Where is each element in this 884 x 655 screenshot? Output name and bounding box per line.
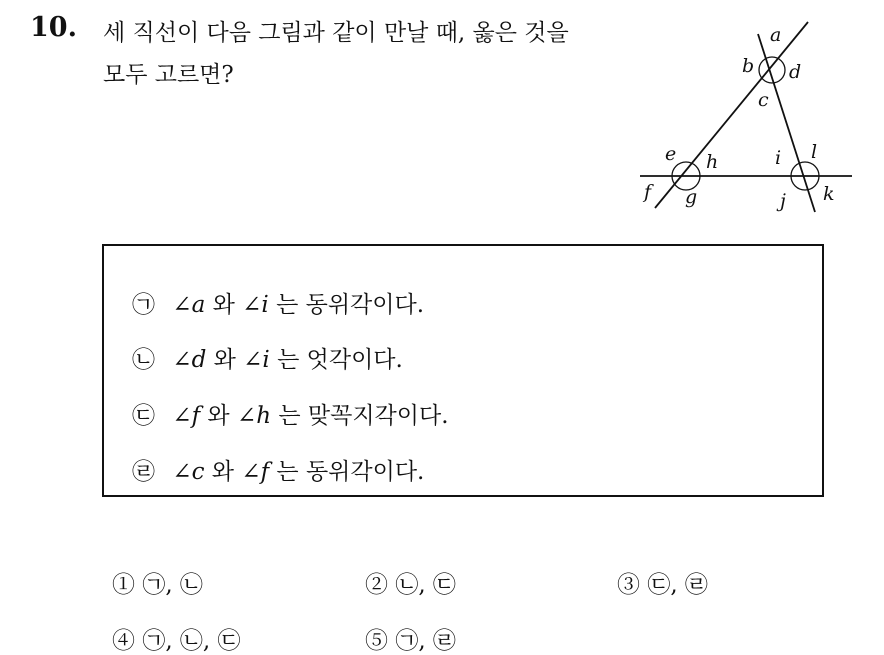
angle-term: ∠i — [242, 292, 269, 318]
choice-text: ㉢, ㉣ — [647, 572, 708, 598]
label-d: d — [789, 61, 802, 83]
answer-choice-2[interactable] — [365, 566, 456, 599]
statement-3 — [132, 397, 449, 430]
left-slanted-line — [655, 22, 808, 208]
label-a: a — [770, 24, 782, 46]
answer-choice-3[interactable] — [617, 566, 708, 599]
label-j: j — [780, 190, 786, 212]
choice-number: ② — [365, 572, 388, 598]
question-text-line1: 세 직선이 다음 그림과 같이 만날 때, 옳은 것을 — [103, 20, 569, 46]
answer-choice-4[interactable] — [112, 622, 241, 655]
question-number: 10. — [30, 12, 77, 43]
choice-text: ㉠, ㉣ — [395, 628, 456, 654]
three-lines-figure — [630, 14, 860, 219]
label-g: g — [685, 186, 698, 208]
conjunction: 와 — [211, 459, 234, 485]
label-e: e — [665, 143, 677, 165]
answer-choice-5[interactable] — [365, 622, 456, 655]
label-b: b — [742, 55, 755, 77]
statement-rest: 는 동위각이다. — [276, 292, 425, 318]
label-f: f — [644, 181, 652, 203]
angle-term: ∠h — [236, 403, 272, 429]
answer-choice-1[interactable] — [112, 566, 203, 599]
choice-number: ⑤ — [365, 628, 388, 654]
statement-marker: ㉢ — [132, 403, 155, 429]
angle-term: ∠f — [172, 403, 201, 429]
label-c: c — [758, 89, 769, 111]
statement-marker: ㉠ — [132, 292, 155, 318]
label-k: k — [823, 183, 835, 205]
choice-number: ④ — [112, 628, 135, 654]
conjunction: 와 — [213, 347, 236, 373]
angle-term: ∠c — [172, 459, 205, 485]
label-h: h — [706, 151, 719, 173]
choice-number: ① — [112, 572, 135, 598]
choice-text: ㉠, ㉡ — [142, 572, 203, 598]
angle-term: ∠a — [172, 292, 206, 318]
statement-rest: 는 엇각이다. — [277, 347, 403, 373]
statement-1 — [132, 286, 424, 319]
statement-rest: 는 맞꼭지각이다. — [278, 403, 449, 429]
angle-term: ∠f — [241, 459, 270, 485]
statements-box — [102, 244, 824, 497]
label-i: i — [775, 147, 782, 169]
angle-term: ∠i — [243, 347, 270, 373]
conjunction: 와 — [207, 403, 230, 429]
statement-marker: ㉡ — [132, 347, 155, 373]
statement-rest: 는 동위각이다. — [276, 459, 425, 485]
statement-2 — [132, 341, 403, 374]
question-text-line2: 모두 고르면? — [103, 62, 234, 88]
choice-text: ㉡, ㉢ — [395, 572, 456, 598]
statement-marker: ㉣ — [132, 459, 155, 485]
choice-number: ③ — [617, 572, 640, 598]
statement-4 — [132, 453, 424, 486]
conjunction: 와 — [212, 292, 235, 318]
angle-term: ∠d — [172, 347, 207, 373]
choice-text: ㉠, ㉡, ㉢ — [142, 628, 241, 654]
right-slanted-line — [758, 34, 818, 212]
label-l: l — [811, 141, 818, 163]
